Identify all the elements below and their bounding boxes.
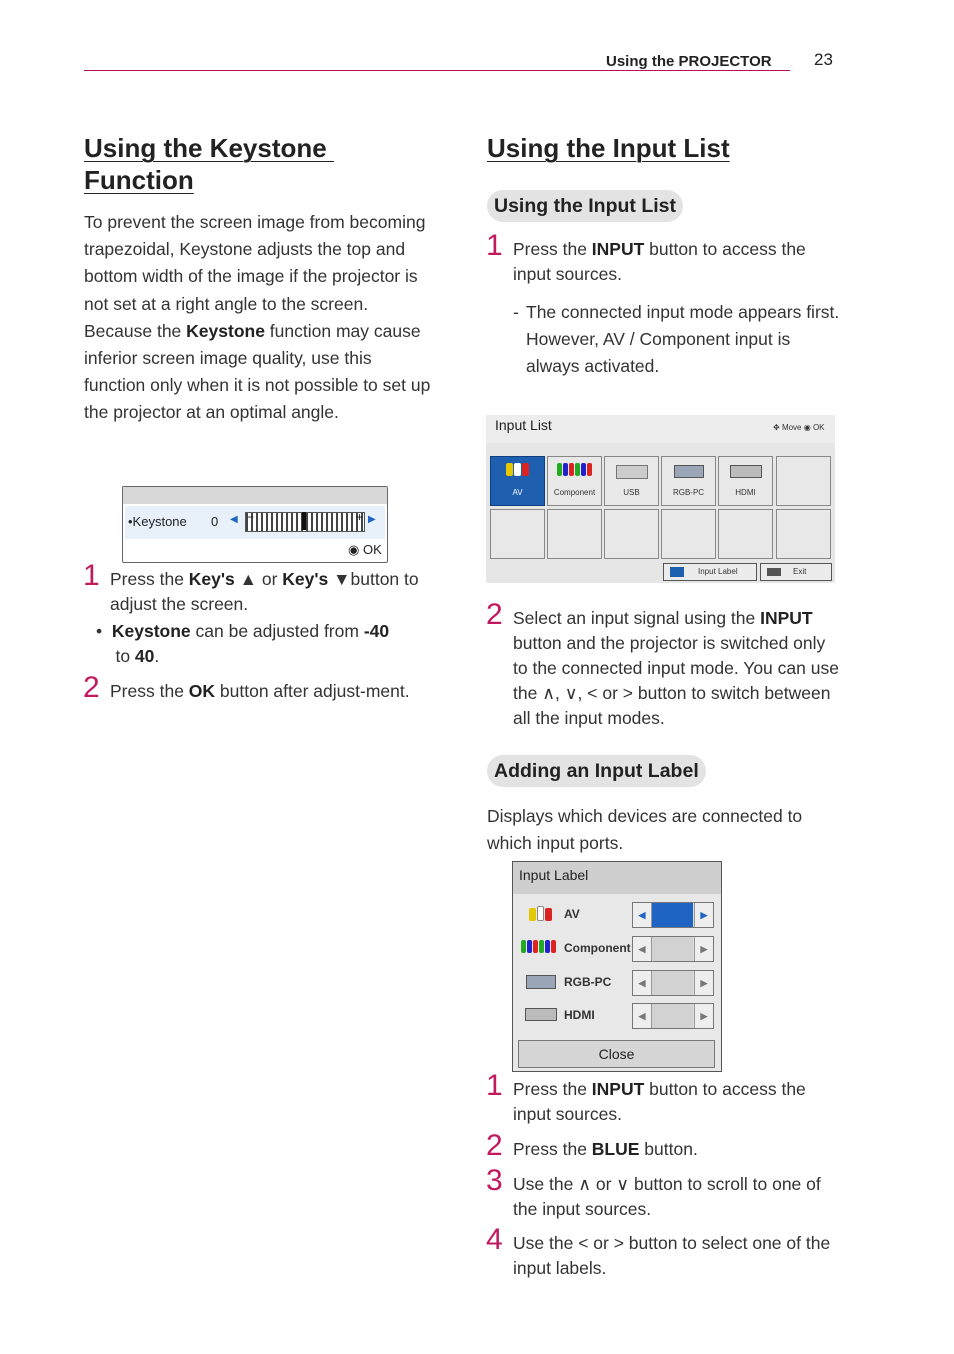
input-label-osd — [512, 861, 722, 1072]
component-icon — [548, 463, 601, 478]
move-icon: ✥ — [773, 423, 780, 432]
heading-line2: Function — [84, 165, 194, 195]
close-button[interactable]: Close — [518, 1040, 715, 1068]
ok-icon: ◉ — [348, 542, 360, 557]
up-triangle-icon: ▲ — [239, 569, 257, 589]
para1: To prevent the screen image from becoming trapezoidal, Keystone adjusts the top and bottom width of the image if the projector is not set at a right angle to the screen. — [84, 212, 426, 314]
ok-icon: ◉ — [803, 423, 811, 432]
keystone-range-bullet: • Keystone can be adjusted from -40 to 40. — [96, 621, 390, 666]
bullet-icon: • — [96, 621, 103, 641]
left-arrow-icon[interactable]: ◀ — [230, 514, 238, 525]
vga-icon — [674, 465, 704, 478]
hdmi-icon — [525, 1008, 557, 1021]
ok-hint: ◉ OK — [348, 542, 382, 557]
left-arrow-icon[interactable]: ◀ — [633, 903, 652, 927]
input-empty — [776, 456, 831, 506]
label-selector[interactable] — [632, 936, 714, 962]
component-icon — [521, 940, 557, 956]
right-arrow-icon[interactable]: ▶ — [694, 903, 713, 927]
label-row-hdmi[interactable]: HDMI ◀ ▶ — [513, 1000, 721, 1030]
s1-text: Press the INPUT button to access the input sources. — [513, 239, 806, 284]
input-empty — [776, 509, 831, 559]
right-arrow-icon[interactable]: ▶ — [694, 1004, 713, 1028]
label-row-rgb-pc[interactable]: RGB-PC ◀ ▶ — [513, 967, 721, 997]
t4-text: Use the < or > button to select one of the input labels. — [513, 1233, 831, 1278]
t2-number: 2 — [486, 1129, 503, 1162]
input-component[interactable]: Component — [547, 456, 602, 506]
step2-number: 2 — [83, 671, 100, 704]
t3-text: Use the ∧ or ∨ button to scroll to one of the input sources. — [513, 1174, 821, 1219]
subheading-input-label: Adding an Input Label — [487, 755, 706, 787]
page-number: 23 — [814, 50, 833, 69]
left-right-arrows-icon: < or > — [578, 1233, 624, 1253]
label-selector[interactable] — [632, 1003, 714, 1029]
t1-number: 1 — [486, 1069, 503, 1102]
up-down-arrows-icon: ∧ or ∨ — [578, 1174, 630, 1194]
right-arrow-icon[interactable]: ▶ — [694, 971, 713, 995]
header-rule — [84, 70, 790, 71]
slider-thumb[interactable] — [302, 512, 306, 530]
down-triangle-icon: ▼ — [333, 569, 351, 589]
exit-button[interactable]: Exit — [760, 563, 832, 581]
right-arrow-icon[interactable]: ▶ — [368, 514, 376, 525]
t4-number: 4 — [486, 1223, 503, 1256]
s1-note: - The connected input mode appears first. However, AV / Component input is always activated. — [513, 302, 840, 376]
input-rgb-pc[interactable]: RGB-PC — [661, 456, 716, 506]
keystone-slider[interactable]: − + — [245, 512, 365, 532]
vga-icon — [526, 975, 556, 989]
rca-icon — [491, 463, 544, 478]
exit-icon — [767, 568, 781, 576]
heading-line1: Using the Keystone — [84, 133, 327, 163]
blue-button-icon — [670, 567, 684, 577]
header-title: Using the PROJECTOR — [606, 53, 772, 70]
keystone-heading — [84, 132, 424, 196]
label-row-av[interactable]: AV ◀ ▶ — [513, 899, 721, 929]
left-arrow-icon[interactable]: ◀ — [633, 937, 652, 961]
keystone-description — [84, 209, 434, 427]
input-empty — [547, 509, 602, 559]
keystone-label: •Keystone — [128, 514, 187, 529]
input-list-heading: Using the Input List — [487, 133, 730, 163]
label-selector[interactable] — [632, 902, 714, 928]
input-label-title: Input Label — [519, 867, 589, 883]
left-arrow-icon[interactable]: ◀ — [633, 971, 652, 995]
input-hdmi[interactable]: HDMI — [718, 456, 773, 506]
input-av[interactable]: AV — [490, 456, 545, 506]
input-empty — [661, 509, 716, 559]
keystone-row — [125, 506, 385, 539]
keystone-value: 0 — [211, 514, 219, 529]
step2-text: Press the OK button after adjust-ment. — [110, 681, 410, 701]
t1-text: Press the INPUT button to access the input sources. — [513, 1079, 806, 1124]
para2: Because the Keystone function may cause inferior screen image quality, use this function only when it is not possible to set up the projector at an optimal angle. — [84, 320, 431, 423]
input-empty — [718, 509, 773, 559]
t3-number: 3 — [486, 1164, 503, 1197]
s2-number: 2 — [486, 598, 503, 631]
label-selector[interactable] — [632, 970, 714, 996]
input-label-button[interactable]: Input Label — [663, 563, 757, 581]
label-row-component[interactable]: Component ◀ ▶ — [513, 933, 721, 963]
hdmi-icon — [730, 465, 762, 478]
input-label-description: Displays which devices are connected to which input ports. — [487, 806, 803, 854]
t2-text: Press the BLUE button. — [513, 1139, 698, 1159]
nav-arrows-icon: ∧, ∨, < or > — [542, 683, 633, 703]
s1-number: 1 — [486, 229, 503, 262]
input-usb[interactable]: USB — [604, 456, 659, 506]
input-empty — [490, 509, 545, 559]
right-arrow-icon[interactable]: ▶ — [694, 937, 713, 961]
input-empty — [604, 509, 659, 559]
s2-text: Select an input signal using the INPUT button and the projector is switched only to the connected input mode. You can use the ∧, ∨, < or > button to switch between all the input modes. — [513, 608, 839, 728]
move-hint: ✥ Move ◉ OK — [773, 423, 825, 432]
keystone-osd — [122, 486, 388, 563]
left-arrow-icon[interactable]: ◀ — [633, 1004, 652, 1028]
usb-icon — [616, 465, 648, 479]
rca-icon — [529, 906, 553, 924]
input-list-osd — [486, 415, 835, 583]
step1-number: 1 — [83, 559, 100, 592]
subheading-input-list: Using the Input List — [487, 190, 683, 222]
input-list-title: Input List — [495, 417, 552, 433]
step1-text: Press the Key's ▲ or Key's ▼button to adjust the screen. — [110, 569, 419, 614]
